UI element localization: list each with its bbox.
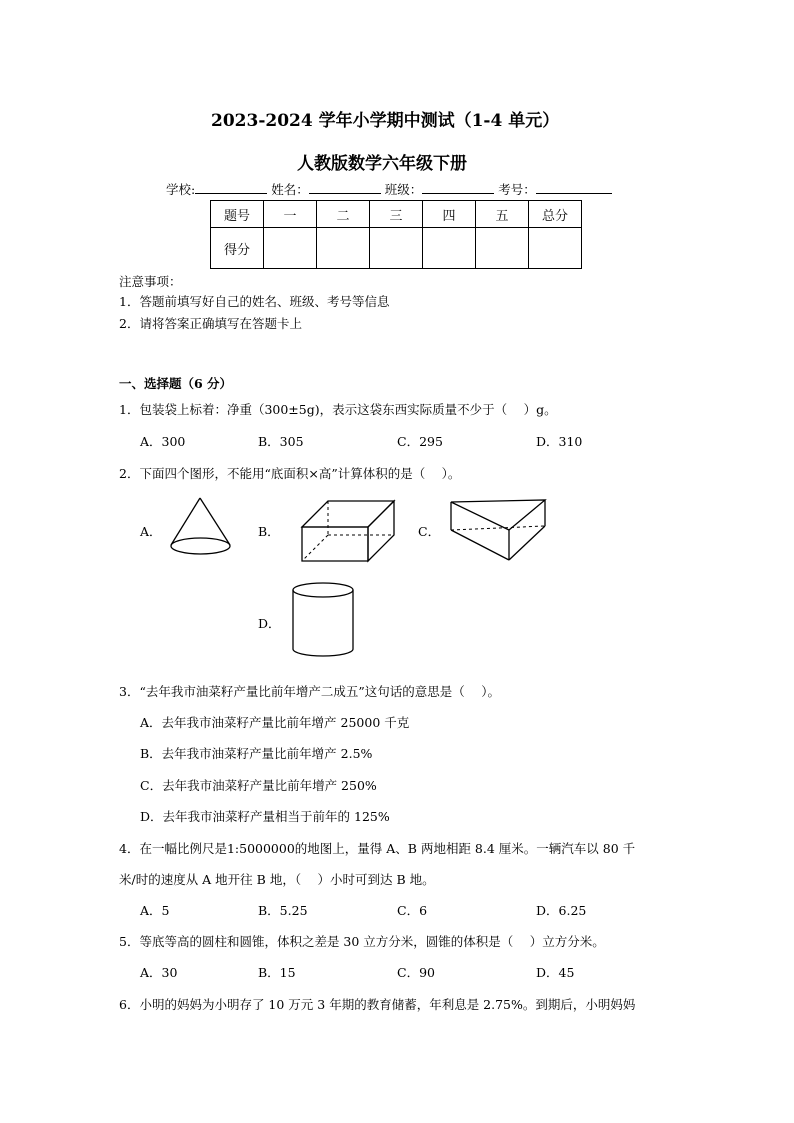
table-header-cell: 四 <box>423 201 476 228</box>
table-header-cell: 三 <box>370 201 423 228</box>
q4-option-c[interactable]: C．6 <box>397 903 428 918</box>
score-table-score-row <box>211 228 582 269</box>
q2-option-d[interactable]: D． <box>258 616 281 631</box>
school-field[interactable] <box>195 181 267 194</box>
q5-option-c[interactable]: C．90 <box>397 965 435 980</box>
question-4-text-line2: 米/时的速度从 A 地开往 B 地，（ ）小时可到达 B 地。 <box>119 872 435 887</box>
score-cell[interactable] <box>264 228 317 269</box>
score-table <box>210 200 582 269</box>
school-label: 学校: <box>166 182 196 197</box>
cuboid-figure <box>296 497 401 565</box>
table-header-cell: 题号 <box>211 201 264 228</box>
section-title: 一、选择题（6 分） <box>119 376 233 391</box>
q4-option-b[interactable]: B．5.25 <box>258 903 308 918</box>
q2-option-a[interactable]: A． <box>140 524 162 539</box>
exam-title: 2023-2024 学年小学期中测试（1-4 单元） <box>211 111 560 131</box>
q1-option-a[interactable]: A．300 <box>140 434 186 449</box>
notes-title: 注意事项： <box>119 274 182 289</box>
q1-option-b[interactable]: B．305 <box>258 434 304 449</box>
score-cell[interactable] <box>370 228 423 269</box>
table-header-cell: 总分 <box>529 201 582 228</box>
q5-option-a[interactable]: A．30 <box>140 965 178 980</box>
exam-subtitle: 人教版数学六年级下册 <box>297 154 467 174</box>
table-header-cell: 五 <box>476 201 529 228</box>
name-label: 姓名： <box>271 182 309 197</box>
question-4-text-line1: 4．在一幅比例尺是1:5000000的地图上，量得 A、B 两地相距 8.4 厘米。一辆汽车以 80 千 <box>119 841 636 856</box>
question-2-text: 2．下面四个图形，不能用“底面积×高”计算体积的是（ ）。 <box>119 466 461 481</box>
note-item: 1．答题前填写好自己的姓名、班级、考号等信息 <box>119 294 390 309</box>
table-header-cell: 二 <box>317 201 370 228</box>
q1-option-c[interactable]: C．295 <box>397 434 443 449</box>
q3-option-b[interactable]: B．去年我市油菜籽产量比前年增产 2.5% <box>140 746 373 761</box>
question-5-text: 5．等底等高的圆柱和圆锥，体积之差是 30 立方分米，圆锥的体积是（ ）立方分米。 <box>119 934 605 949</box>
score-cell[interactable] <box>529 228 582 269</box>
name-field[interactable] <box>309 181 381 194</box>
class-field[interactable] <box>422 181 494 194</box>
triangular-prism-figure <box>447 496 552 566</box>
q3-option-a[interactable]: A．去年我市油菜籽产量比前年增产 25000 千克 <box>140 715 410 730</box>
cone-figure <box>166 496 236 558</box>
score-cell[interactable] <box>476 228 529 269</box>
exam-number-field[interactable] <box>536 181 612 194</box>
q2-option-c[interactable]: C． <box>418 524 441 539</box>
class-label: 班级： <box>384 182 423 197</box>
cylinder-figure <box>290 581 356 659</box>
q5-option-b[interactable]: B．15 <box>258 965 296 980</box>
note-item: 2．请将答案正确填写在答题卡上 <box>119 316 302 331</box>
question-1-text: 1．包装袋上标着：净重（300±5g)，表示这袋东西实际质量不少于（ ）g。 <box>119 402 557 417</box>
q3-option-c[interactable]: C．去年我市油菜籽产量比前年增产 250% <box>140 778 377 793</box>
question-3-text: 3．“去年我市油菜籽产量比前年增产二成五”这句话的意思是（ ）。 <box>119 684 500 699</box>
q4-option-d[interactable]: D．6.25 <box>536 903 587 918</box>
score-table-header-row <box>211 201 582 228</box>
q2-option-b[interactable]: B． <box>258 524 280 539</box>
question-6-text: 6．小明的妈妈为小明存了 10 万元 3 年期的教育储蓄，年利息是 2.75%。到期后，小明妈妈 <box>119 997 636 1012</box>
score-cell[interactable] <box>423 228 476 269</box>
score-cell[interactable] <box>317 228 370 269</box>
q4-option-a[interactable]: A．5 <box>140 903 170 918</box>
q1-option-d[interactable]: D．310 <box>536 434 583 449</box>
q3-option-d[interactable]: D．去年我市油菜籽产量相当于前年的 125% <box>140 809 390 824</box>
student-info-line <box>166 180 612 198</box>
exam-number-label: 考号： <box>498 182 536 197</box>
q5-option-d[interactable]: D．45 <box>536 965 575 980</box>
table-header-cell: 一 <box>264 201 317 228</box>
score-row-label: 得分 <box>211 228 264 269</box>
